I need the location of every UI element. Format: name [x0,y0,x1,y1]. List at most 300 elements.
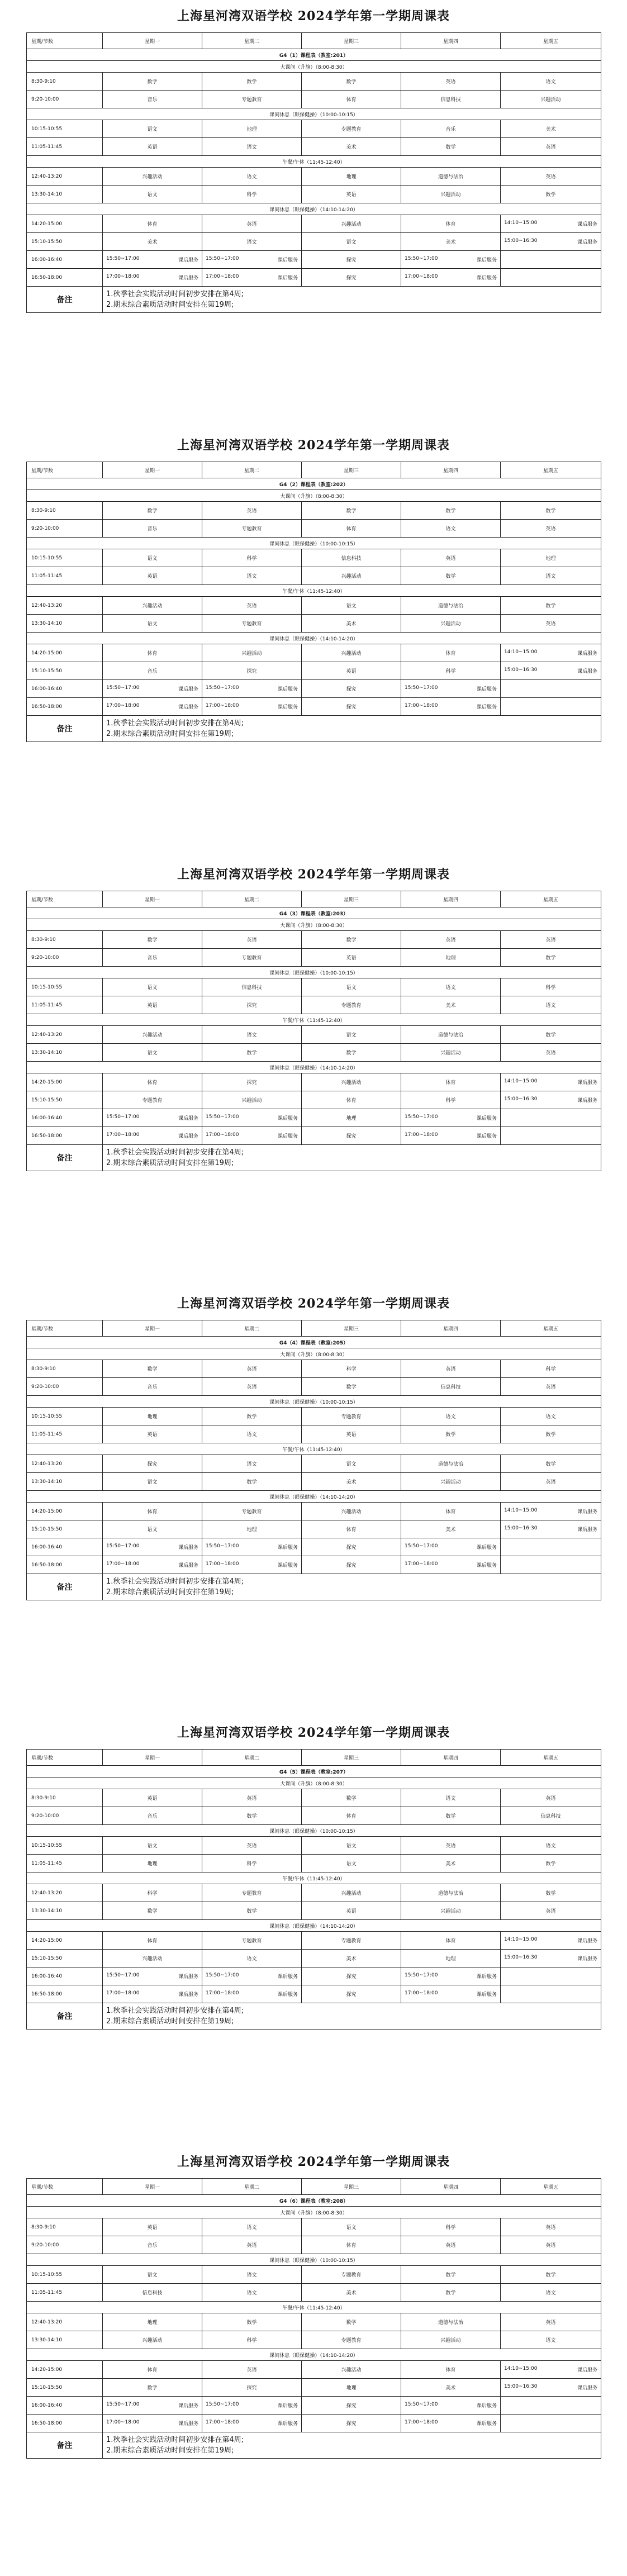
subject-cell: 地理 [302,168,401,186]
service-time: 17:00~18:00 [405,703,438,709]
subject-cell: 语文 [401,520,501,538]
subject-cell: 美术 [501,120,601,138]
note-line: 2.期末综合素质活动时间安排在第19周; [106,1588,234,1596]
timetable-grid [26,2178,601,2459]
period-row [27,698,601,716]
notes-row [27,1574,601,1600]
service-time: 15:50~17:00 [106,1543,140,1549]
after-school-service-cell [103,698,202,716]
after-school-service-cell [202,2397,302,2415]
break-band-label: 课间休息（眼保健操）（14:10-14:20） [27,1062,601,1073]
service-label: 课后服务 [178,2403,198,2409]
weekday-header-cell: 星期五 [501,2179,601,2195]
notes-label: 备注 [27,2003,103,2030]
subject-cell: 探究 [302,1967,401,1985]
break-band-row [27,2207,601,2218]
period-time: 8:30-9:10 [27,1360,103,1378]
subject-cell: 数学 [103,502,202,520]
period-row [27,680,601,698]
service-time: 14:10~15:00 [504,220,538,226]
period-time: 14:20-15:00 [27,215,103,233]
service-time: 15:50~17:00 [206,2402,239,2407]
period-time: 14:20-15:00 [27,1073,103,1091]
weekday-header-cell: 星期/节数 [27,462,103,478]
break-band-row [27,490,601,502]
period-time: 9:20-10:00 [27,949,103,967]
subject-cell: 美术 [103,233,202,251]
weekday-header-cell: 星期四 [401,33,501,49]
subject-cell: 音乐 [103,520,202,538]
service-label: 课后服务 [577,2385,597,2391]
subject-cell: 英语 [501,1473,601,1491]
subject-cell [501,698,601,716]
after-school-service-cell [401,1127,501,1145]
notes-text [103,2432,601,2459]
service-label: 课后服务 [277,1992,298,1998]
subject-cell: 探究 [302,1538,401,1556]
notes-row [27,2003,601,2030]
timetable-sheet [26,1717,601,2030]
weekday-header-row [27,33,601,49]
after-school-service-cell [202,269,302,287]
period-time: 11:05-11:45 [27,1425,103,1443]
period-time: 8:30-9:10 [27,931,103,949]
service-label: 课后服务 [577,1080,597,1086]
note-line: 1.秋季社会实践活动时间初步安排在第4周; [106,719,244,728]
period-time: 16:50-18:00 [27,1127,103,1145]
subject-cell: 体育 [401,2361,501,2379]
service-time: 15:50~17:00 [106,256,140,262]
period-row [27,1109,601,1127]
subject-cell: 探究 [202,996,302,1014]
period-time: 11:05-11:45 [27,996,103,1014]
subject-cell: 数学 [202,2313,302,2331]
subject-cell: 科学 [202,2331,302,2349]
period-time: 14:20-15:00 [27,1503,103,1520]
subject-cell: 英语 [401,73,501,91]
service-time: 15:50~17:00 [405,1973,438,1978]
subject-cell: 语文 [202,2284,302,2302]
period-time: 11:05-11:45 [27,1855,103,1872]
service-label: 课后服务 [277,1563,298,1569]
subject-cell: 语文 [501,567,601,585]
break-band-row [27,1396,601,1408]
subject-cell: 语文 [103,1473,202,1491]
class-caption: G4（6）课程表（教室:208） [27,2195,601,2207]
subject-cell: 语文 [401,1408,501,1425]
subject-cell: 探究 [202,1073,302,1091]
period-time: 8:30-9:10 [27,73,103,91]
period-row [27,1503,601,1520]
break-band-row [27,1014,601,1026]
period-time: 16:00-16:40 [27,1967,103,1985]
after-school-service-cell [501,1073,601,1091]
note-line: 1.秋季社会实践活动时间初步安排在第4周; [106,2436,244,2444]
subject-cell: 兴趣活动 [302,1503,401,1520]
after-school-service-cell [501,215,601,233]
service-label: 课后服务 [577,1527,597,1533]
subject-cell: 地理 [202,1520,302,1538]
service-time: 17:00~18:00 [206,1990,239,1996]
service-label: 课后服务 [476,1992,497,1998]
period-row [27,1408,601,1425]
subject-cell: 数学 [103,73,202,91]
service-label: 课后服务 [277,1974,298,1980]
notes-row [27,716,601,742]
subject-cell: 数学 [202,1408,302,1425]
subject-cell: 专题教育 [202,1884,302,1902]
service-label: 课后服务 [476,1116,497,1121]
subject-cell: 语文 [302,597,401,615]
subject-cell: 美术 [401,1855,501,1872]
subject-cell: 英语 [202,1360,302,1378]
period-row [27,1967,601,1985]
period-time: 15:10-15:50 [27,1950,103,1967]
period-time: 12:40-13:20 [27,2313,103,2331]
break-band-label: 课间休息（眼保健操）（14:10-14:20） [27,203,601,215]
after-school-service-cell [401,1985,501,2003]
service-time: 15:50~17:00 [405,2402,438,2407]
subject-cell: 科学 [202,1855,302,1872]
after-school-service-cell [103,1109,202,1127]
note-line: 1.秋季社会实践活动时间初步安排在第4周; [106,1148,244,1157]
subject-cell: 体育 [103,644,202,662]
subject-cell: 语文 [302,233,401,251]
subject-cell: 数学 [302,2313,401,2331]
service-time: 17:00~18:00 [405,1561,438,1567]
note-line: 2.期末综合素质活动时间安排在第19周; [106,301,234,309]
class-caption-row [27,1766,601,1777]
subject-cell: 语文 [202,168,302,186]
service-time: 17:00~18:00 [405,274,438,279]
service-time: 15:50~17:00 [206,256,239,262]
break-band-label: 课间休息（眼保健操）（14:10-14:20） [27,1920,601,1932]
subject-cell: 英语 [501,1789,601,1807]
service-time: 15:50~17:00 [206,1114,239,1120]
after-school-service-cell [501,2361,601,2379]
subject-cell: 英语 [501,2218,601,2236]
class-caption-row [27,2195,601,2207]
weekday-header-row [27,1320,601,1337]
break-band-row [27,1920,601,1932]
after-school-service-cell [501,1520,601,1538]
subject-cell: 数学 [103,2379,202,2397]
subject-cell: 语文 [103,1044,202,1062]
subject-cell: 音乐 [103,662,202,680]
break-band-label: 课间休息（眼保健操）（10:00-10:15） [27,108,601,120]
service-label: 课后服务 [178,2421,198,2427]
subject-cell [501,1538,601,1556]
subject-cell: 数学 [302,1044,401,1062]
notes-text [103,2003,601,2030]
period-row [27,1538,601,1556]
subject-cell: 科学 [202,549,302,567]
period-row [27,1073,601,1091]
subject-cell: 语文 [202,233,302,251]
timetable-title: 上海星河湾双语学校 2024学年第一学期周课表 [177,867,450,882]
after-school-service-cell [501,1932,601,1950]
timetable-title: 上海星河湾双语学校 2024学年第一学期周课表 [177,438,450,453]
subject-cell: 信息科技 [501,1807,601,1825]
subject-cell: 语文 [103,2266,202,2284]
period-row [27,549,601,567]
subject-cell: 语文 [501,1837,601,1855]
break-band-label: 午餐/午休（11:45-12:40） [27,1014,601,1026]
period-row [27,1556,601,1574]
timetable-title: 上海星河湾双语学校 2024学年第一学期周课表 [177,1726,450,1740]
subject-cell: 科学 [401,2218,501,2236]
class-caption-row [27,1337,601,1348]
service-label: 课后服务 [277,1116,298,1121]
service-time: 17:00~18:00 [106,274,140,279]
subject-cell: 体育 [103,1932,202,1950]
subject-cell: 探究 [302,2415,401,2432]
subject-cell: 探究 [302,1556,401,1574]
subject-cell: 美术 [401,996,501,1014]
subject-cell: 英语 [103,567,202,585]
timetable-grid [26,1320,601,1600]
subject-cell: 数学 [103,1902,202,1920]
subject-cell: 兴趣活动 [202,644,302,662]
period-row [27,1378,601,1396]
subject-cell: 体育 [401,1503,501,1520]
timetable-grid [26,891,601,1171]
subject-cell: 体育 [103,215,202,233]
service-time: 14:10~15:00 [504,2366,538,2371]
subject-cell: 专题教育 [302,1408,401,1425]
service-time: 15:00~16:30 [504,2384,538,2389]
service-label: 课后服务 [277,275,298,281]
after-school-service-cell [202,1985,302,2003]
service-time: 15:50~17:00 [106,1114,140,1120]
period-time: 8:30-9:10 [27,2218,103,2236]
period-row [27,2284,601,2302]
service-time: 15:50~17:00 [206,685,239,691]
subject-cell: 英语 [501,2236,601,2254]
subject-cell: 体育 [302,1520,401,1538]
subject-cell: 探究 [202,2379,302,2397]
break-band-row [27,538,601,549]
period-row [27,120,601,138]
service-label: 课后服务 [178,258,198,263]
after-school-service-cell [202,1967,302,1985]
notes-label: 备注 [27,1574,103,1600]
subject-cell: 数学 [501,1855,601,1872]
class-caption-row [27,49,601,61]
subject-cell: 地理 [103,2313,202,2331]
service-label: 课后服务 [577,2368,597,2373]
period-row [27,2397,601,2415]
period-row [27,1932,601,1950]
after-school-service-cell [401,2397,501,2415]
service-time: 14:10~15:00 [504,1937,538,1942]
after-school-service-cell [202,1556,302,1574]
subject-cell: 英语 [202,2361,302,2379]
subject-cell: 语文 [202,1455,302,1473]
timetable-sheet [26,429,601,742]
break-band-label: 午餐/午休（11:45-12:40） [27,2302,601,2313]
period-row [27,233,601,251]
class-caption: G4（2）课程表（教室:202） [27,478,601,490]
subject-cell: 美术 [401,233,501,251]
subject-cell: 数学 [501,949,601,967]
period-row [27,2236,601,2254]
period-row [27,1837,601,1855]
service-label: 课后服务 [476,1134,497,1139]
service-label: 课后服务 [577,222,597,227]
period-row [27,2415,601,2432]
timetable-grid [26,32,601,313]
break-band-label: 午餐/午休（11:45-12:40） [27,585,601,597]
service-label: 课后服务 [277,1545,298,1551]
weekday-header-cell: 星期三 [302,1750,401,1766]
service-time: 17:00~18:00 [106,1561,140,1567]
subject-cell: 英语 [302,1902,401,1920]
service-time: 15:00~16:30 [504,1096,538,1102]
after-school-service-cell [103,1538,202,1556]
subject-cell: 地理 [302,1109,401,1127]
weekday-header-cell: 星期四 [401,1320,501,1337]
period-time: 16:00-16:40 [27,2397,103,2415]
subject-cell: 探究 [302,1127,401,1145]
after-school-service-cell [401,251,501,269]
period-time: 15:10-15:50 [27,1091,103,1109]
service-time: 17:00~18:00 [405,2420,438,2425]
subject-cell: 语文 [501,73,601,91]
subject-cell: 兴趣活动 [401,1473,501,1491]
subject-cell: 数学 [401,1425,501,1443]
period-time: 16:50-18:00 [27,698,103,716]
subject-cell: 英语 [202,2236,302,2254]
service-time: 17:00~18:00 [106,2420,140,2425]
subject-cell: 英语 [202,1837,302,1855]
subject-cell: 地理 [501,549,601,567]
period-time: 11:05-11:45 [27,2284,103,2302]
service-label: 课后服务 [577,651,597,657]
period-time: 14:20-15:00 [27,644,103,662]
subject-cell: 探究 [202,662,302,680]
weekday-header-cell: 星期一 [103,2179,202,2195]
subject-cell: 兴趣活动 [401,1902,501,1920]
period-time: 16:00-16:40 [27,680,103,698]
after-school-service-cell [401,680,501,698]
subject-cell: 数学 [401,567,501,585]
subject-cell: 数学 [202,73,302,91]
period-row [27,2218,601,2236]
subject-cell: 探究 [302,698,401,716]
subject-cell: 英语 [501,1044,601,1062]
subject-cell: 语文 [103,120,202,138]
subject-cell: 英语 [401,2236,501,2254]
subject-cell: 兴趣活动 [202,1091,302,1109]
notes-text [103,287,601,313]
class-caption: G4（3）课程表（教室:203） [27,907,601,919]
break-band-row [27,1348,601,1360]
break-band-label: 午餐/午休（11:45-12:40） [27,156,601,168]
period-time: 15:10-15:50 [27,662,103,680]
weekday-header-cell: 星期三 [302,33,401,49]
weekday-header-row [27,1750,601,1766]
period-time: 9:20-10:00 [27,520,103,538]
period-row [27,1473,601,1491]
service-label: 课后服务 [178,1116,198,1121]
subject-cell: 探究 [302,269,401,287]
period-row [27,1044,601,1062]
subject-cell: 语文 [103,615,202,633]
subject-cell: 语文 [202,567,302,585]
after-school-service-cell [401,698,501,716]
note-line: 1.秋季社会实践活动时间初步安排在第4周; [106,290,244,298]
subject-cell: 语文 [501,2284,601,2302]
subject-cell: 语文 [302,2218,401,2236]
subject-cell: 专题教育 [103,1091,202,1109]
timetable-sheet [26,0,601,313]
service-label: 课后服务 [476,687,497,692]
service-time: 15:00~16:30 [504,1525,538,1531]
subject-cell: 道德与法治 [401,2313,501,2331]
subject-cell: 地理 [202,120,302,138]
period-time: 16:00-16:40 [27,1109,103,1127]
weekday-header-row [27,891,601,907]
subject-cell: 体育 [401,644,501,662]
subject-cell: 科学 [103,1884,202,1902]
after-school-service-cell [501,1091,601,1109]
period-row [27,2361,601,2379]
subject-cell: 探究 [302,2397,401,2415]
subject-cell: 英语 [202,1378,302,1396]
notes-row [27,2432,601,2459]
subject-cell: 地理 [103,1408,202,1425]
subject-cell: 英语 [501,931,601,949]
subject-cell: 探究 [302,1985,401,2003]
service-label: 课后服务 [577,1509,597,1515]
subject-cell [501,680,601,698]
break-band-label: 大课间（升旗）（8:00-8:30） [27,1348,601,1360]
subject-cell: 科学 [202,186,302,203]
weekday-header-row [27,2179,601,2195]
subject-cell: 数学 [103,1360,202,1378]
break-band-row [27,203,601,215]
subject-cell: 英语 [103,996,202,1014]
period-time: 13:30-14:10 [27,615,103,633]
after-school-service-cell [501,1950,601,1967]
subject-cell: 英语 [501,2313,601,2331]
period-row [27,215,601,233]
note-line: 2.期末综合素质活动时间安排在第19周; [106,2017,234,2026]
service-label: 课后服务 [476,1563,497,1569]
after-school-service-cell [401,1967,501,1985]
break-band-row [27,1777,601,1789]
service-time: 14:10~15:00 [504,1508,538,1513]
subject-cell: 数学 [401,138,501,156]
period-time: 14:20-15:00 [27,2361,103,2379]
subject-cell [501,1127,601,1145]
service-label: 课后服务 [577,1956,597,1962]
notes-label: 备注 [27,287,103,313]
subject-cell: 科学 [501,978,601,996]
service-time: 15:50~17:00 [405,256,438,262]
period-row [27,1520,601,1538]
subject-cell: 兴趣活动 [302,2361,401,2379]
break-band-label: 课间休息（眼保健操）（10:00-10:15） [27,1396,601,1408]
service-time: 15:50~17:00 [206,1973,239,1978]
break-band-row [27,2254,601,2266]
subject-cell: 地理 [302,2379,401,2397]
break-band-row [27,633,601,644]
subject-cell: 英语 [103,2218,202,2236]
service-label: 课后服务 [178,275,198,281]
weekday-header-cell: 星期五 [501,1750,601,1766]
